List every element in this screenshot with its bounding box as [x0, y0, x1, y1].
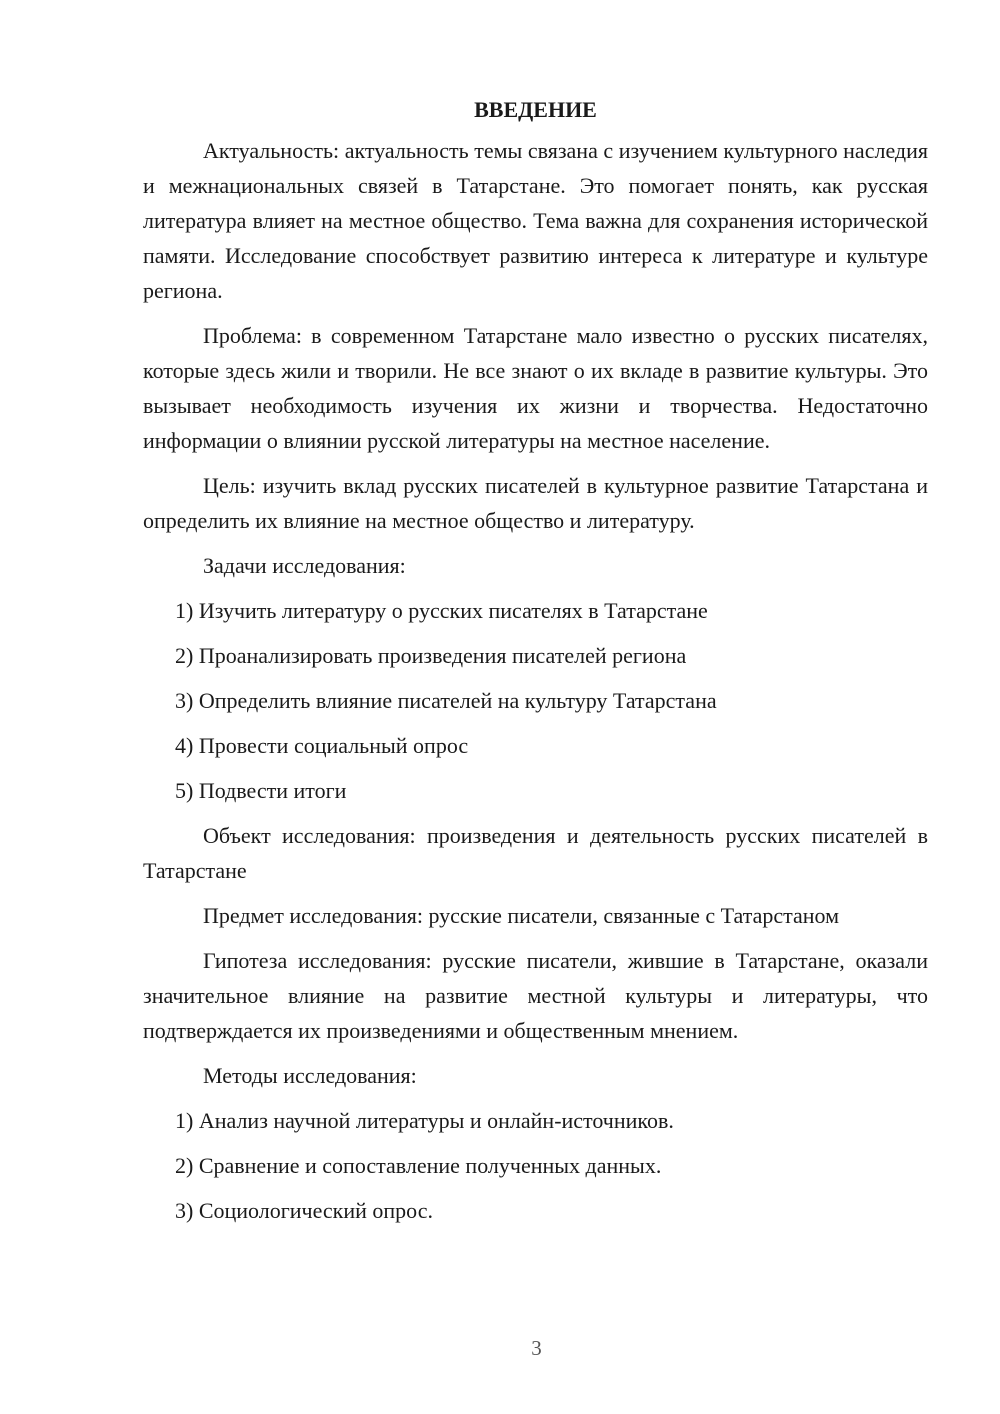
goal-paragraph: Цель: изучить вклад русских писателей в культурное развитие Татарстана и определить их влияние на местное общество и литературу. [143, 473, 928, 533]
task-item: 4) Провести социальный опрос [175, 733, 469, 758]
page-title: ВВЕДЕНИЕ [474, 97, 597, 122]
object-paragraph: Объект исследования: произведения и деятельность русских писателей в Татарстане [143, 823, 928, 883]
task-item: 1) Изучить литературу о русских писателях в Татарстане [175, 598, 708, 623]
relevance-paragraph: Актуальность: актуальность темы связана с изучением культурного наследия и межнациональных связей в Татарстане. Это помогает понять, как русская литература влияет на местное общество. Тема важна для сохранения исторической памяти. Исследование способствует развитию интереса к литературе и культуре региона. [143, 138, 928, 303]
tasks-label: Задачи исследования: [203, 553, 406, 578]
hypothesis-paragraph: Гипотеза исследования: русские писатели, жившие в Татарстане, оказали значительное влияние на развитие местной культуры и литературы, что подтверждается их произведениями и общественным мнением. [143, 948, 928, 1043]
page-number: 3 [531, 1336, 542, 1360]
method-item: 2) Сравнение и сопоставление полученных данных. [175, 1153, 662, 1178]
page-content [143, 92, 928, 1238]
task-item: 2) Проанализировать произведения писателей региона [175, 643, 687, 668]
task-item: 3) Определить влияние писателей на культуру Татарстана [175, 688, 717, 713]
task-item: 5) Подвести итоги [175, 778, 347, 803]
method-item: 1) Анализ научной литературы и онлайн-источников. [175, 1108, 674, 1133]
method-item: 3) Социологический опрос. [175, 1198, 433, 1223]
methods-label: Методы исследования: [203, 1063, 417, 1088]
subject-paragraph: Предмет исследования: русские писатели, связанные с Татарстаном [203, 903, 840, 928]
problem-paragraph: Проблема: в современном Татарстане мало известно о русских писателях, которые здесь жили и творили. Не все знают о их вкладе в развитие культуры. Это вызывает необходимость изучения их жизни и творчества. Недостаточно информации о влиянии русской литературы на местное население. [143, 323, 928, 453]
